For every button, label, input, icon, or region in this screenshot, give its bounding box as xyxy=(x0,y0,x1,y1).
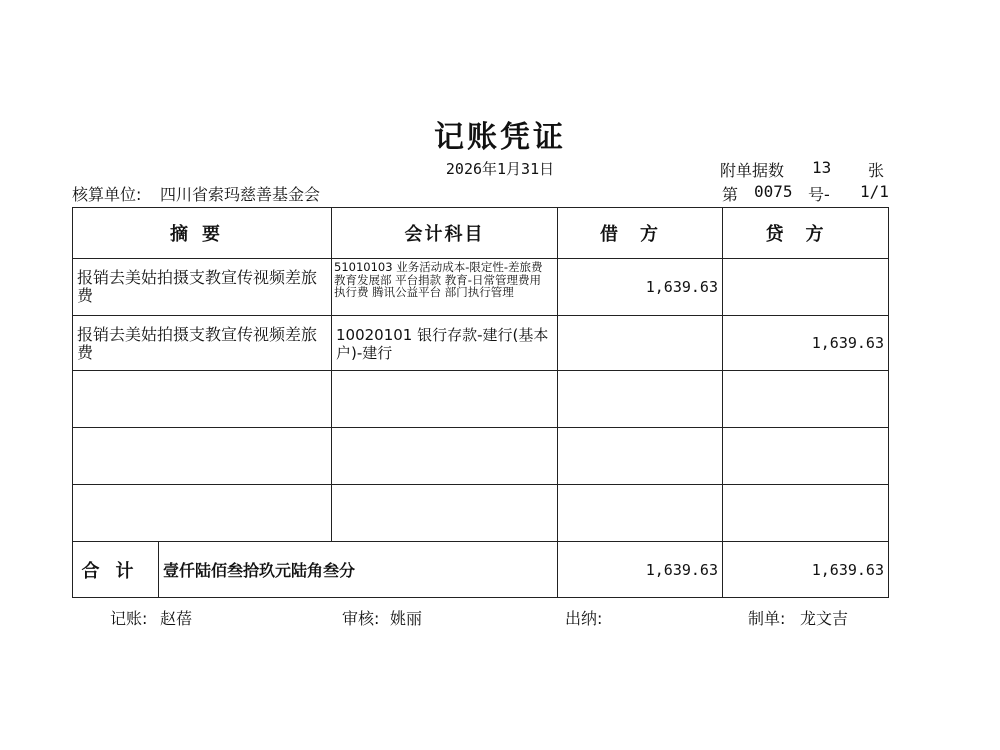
voucher-number-suffix: 号- xyxy=(808,185,830,204)
maker-name: 龙文吉 xyxy=(800,609,849,628)
bookkeeper-name: 赵蓓 xyxy=(160,609,193,628)
voucher-number: 0075 xyxy=(754,182,793,201)
entry-debit: 1,639.63 xyxy=(558,259,723,316)
accounting-unit-label: 核算单位: xyxy=(72,185,142,204)
entry-credit xyxy=(723,259,889,316)
total-label: 合计 xyxy=(73,542,159,598)
bookkeeper-label: 记账: xyxy=(110,609,148,628)
maker-label: 制单: xyxy=(748,609,786,628)
column-header-debit: 借方 xyxy=(558,208,723,259)
total-debit: 1,639.63 xyxy=(558,542,723,598)
voucher-date: 2026年1月31日 xyxy=(445,160,555,178)
total-credit: 1,639.63 xyxy=(723,542,889,598)
reviewer-name: 姚丽 xyxy=(390,609,423,628)
empty-row xyxy=(73,371,889,428)
entry-summary: 报销去美姑拍摄支教宣传视频差旅费 xyxy=(73,316,332,371)
table-row xyxy=(73,259,889,316)
entry-account: 10020101 银行存款-建行(基本户)-建行 xyxy=(332,316,558,371)
column-header-summary: 摘要 xyxy=(73,208,332,259)
empty-row xyxy=(73,485,889,542)
entry-credit: 1,639.63 xyxy=(723,316,889,371)
voucher-number-prefix: 第 xyxy=(722,185,739,204)
cashier-label: 出纳: xyxy=(565,609,603,628)
attachment-count: 13 xyxy=(812,158,832,177)
accounting-unit-value: 四川省索玛慈善基金会 xyxy=(160,185,321,204)
table-row xyxy=(73,316,889,371)
empty-row xyxy=(73,428,889,485)
entry-account: 51010103 业务活动成本-限定性-差旅费 教育发展部 平台捐款 教育-日常管理费用 执行费 腾讯公益平台 部门执行管理 xyxy=(332,259,558,316)
total-amount-words: 壹仟陆佰叁拾玖元陆角叁分 xyxy=(159,542,558,598)
reviewer-label: 审核: xyxy=(342,609,380,628)
voucher-table xyxy=(72,207,889,598)
column-header-credit: 贷方 xyxy=(723,208,889,259)
column-header-account: 会计科目 xyxy=(332,208,558,259)
entry-debit xyxy=(558,316,723,371)
entry-summary: 报销去美姑拍摄支教宣传视频差旅费 xyxy=(73,259,332,316)
table-header-row xyxy=(73,208,889,259)
attachment-unit: 张 xyxy=(868,161,885,180)
total-row xyxy=(73,542,889,598)
attachment-label: 附单据数 xyxy=(720,161,785,180)
voucher-page: 1/1 xyxy=(860,182,889,201)
voucher-title: 记账凭证 xyxy=(434,120,566,155)
